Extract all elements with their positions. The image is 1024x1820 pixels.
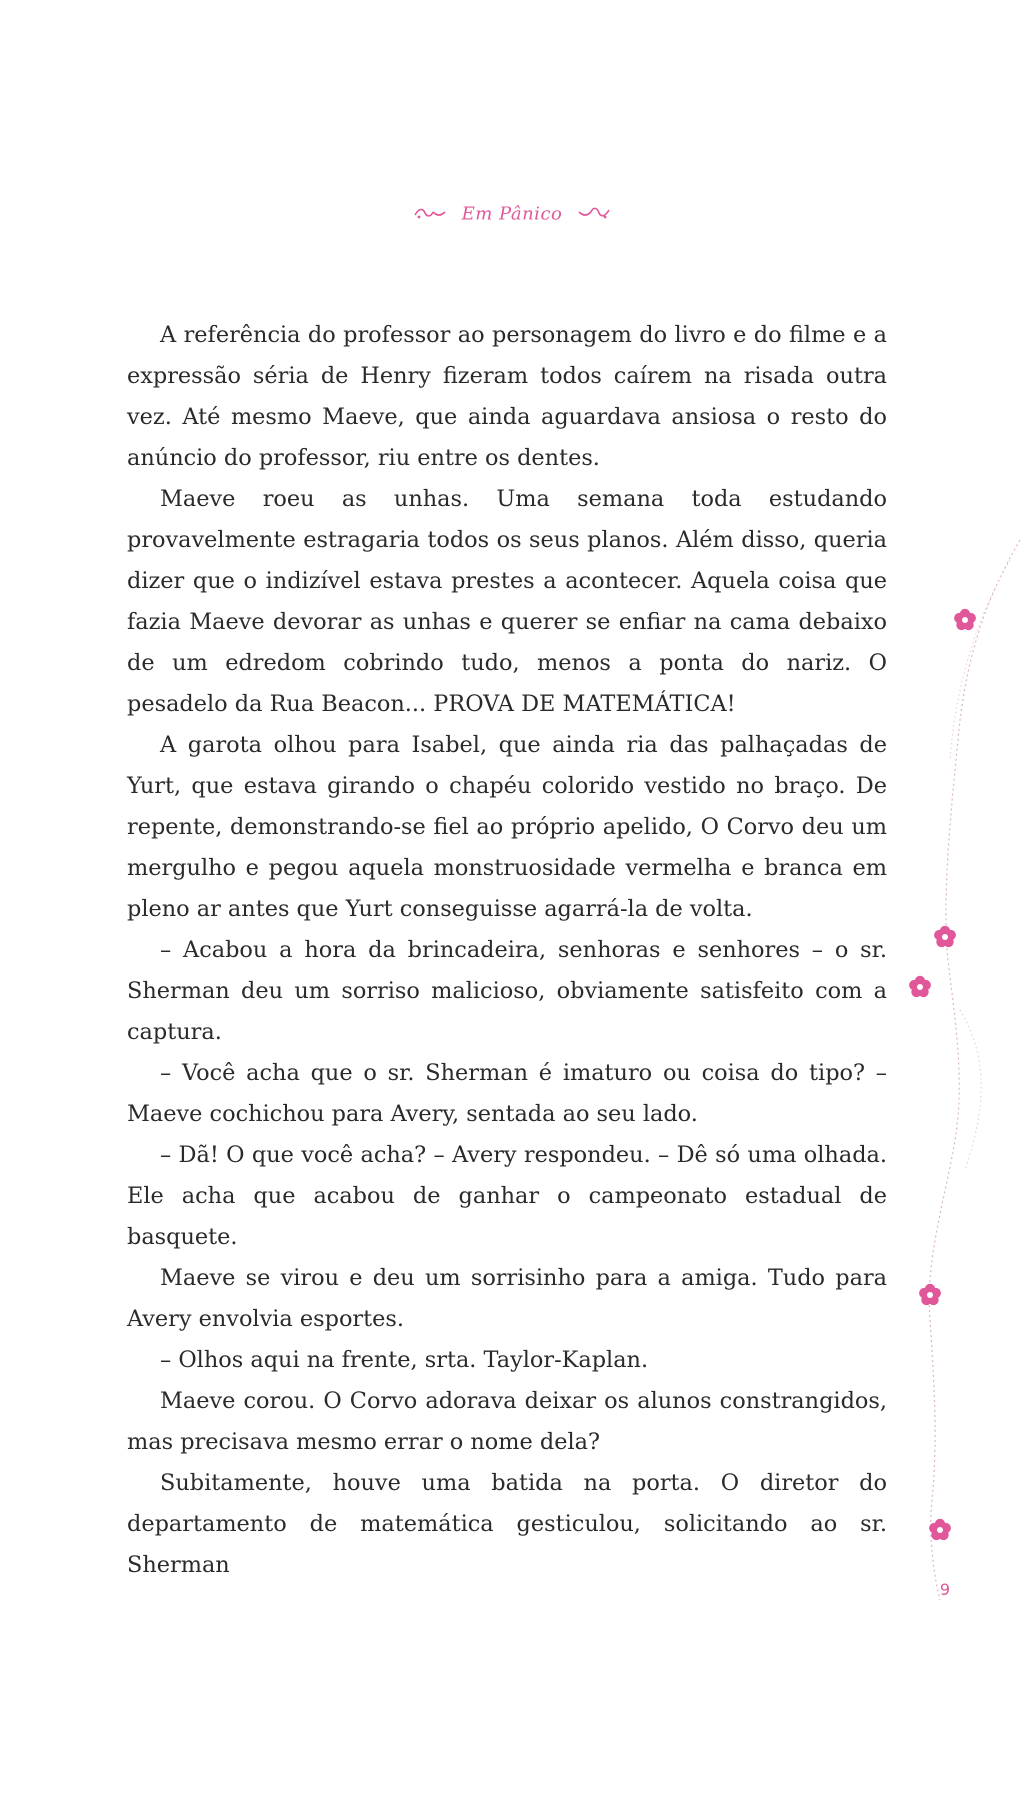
- paragraph-3: A garota olhou para Isabel, que ainda ria das palhaçadas de Yurt, que estava girando o chapéu colorido vestido no braço. De repente, demonstrando-se fiel ao próprio apelido, O Corvo deu um mergulho e pegou aquela monstruosidade vermelha e branca em pleno ar antes que Yurt conseguisse agarrá-la de volta.: [127, 732, 887, 922]
- left-flourish-icon: [413, 204, 447, 225]
- pink-flower-icon: [909, 976, 931, 997]
- running-header: [0, 203, 1024, 225]
- body-text: [127, 315, 887, 1586]
- paragraph-6: – Dã! O que você acha? – Avery respondeu. – Dê só uma olhada. Ele acha que acabou de ganhar o campeonato estadual de basquete.: [127, 1142, 887, 1250]
- paragraph-10: Subitamente, houve uma batida na porta. O diretor do departamento de matemática gesticulou, solicitando ao sr. Sherman: [127, 1470, 887, 1578]
- header-title: Em Pânico: [461, 203, 563, 225]
- right-flourish-icon: [577, 204, 611, 225]
- paragraph-4: – Acabou a hora da brincadeira, senhoras e senhores – o sr. Sherman deu um sorriso malicioso, obviamente satisfeito com a captura.: [127, 937, 887, 1045]
- pink-flower-icon: [929, 1519, 951, 1540]
- dotted-vine-icon: [929, 540, 1020, 1600]
- page-number: 9: [939, 1580, 951, 1599]
- paragraph-9: Maeve corou. O Corvo adorava deixar os alunos constrangidos, mas precisava mesmo errar o nome dela?: [127, 1388, 887, 1455]
- paragraph-7: Maeve se virou e deu um sorrisinho para a amiga. Tudo para Avery envolvia esportes.: [127, 1265, 887, 1332]
- paragraph-1: A referência do professor ao personagem do livro e do filme e a expressão séria de Henry fizeram todos caírem na risada outra vez. Até mesmo Maeve, que ainda aguardava ansiosa o resto do anúncio do professor, riu entre os dentes.: [127, 322, 887, 471]
- paragraph-2: Maeve roeu as unhas. Uma semana toda estudando provavelmente estragaria todos os seus planos. Além disso, queria dizer que o indizível estava prestes a acontecer. Aquela coisa que fazia Maeve devorar as unhas e querer se enfiar na cama debaixo de um edredom cobrindo tudo, menos a ponta do nariz. O pesadelo da Rua Beacon... PROVA DE MATEMÁTICA!: [127, 486, 887, 717]
- paragraph-5: – Você acha que o sr. Sherman é imaturo ou coisa do tipo? – Maeve cochichou para Avery, sentada ao seu lado.: [127, 1060, 887, 1127]
- pink-flower-icon: [919, 1284, 941, 1305]
- pink-flower-icon: [934, 926, 956, 947]
- paragraph-8: – Olhos aqui na frente, srta. Taylor-Kaplan.: [160, 1347, 649, 1373]
- pink-flower-icon: [954, 609, 976, 630]
